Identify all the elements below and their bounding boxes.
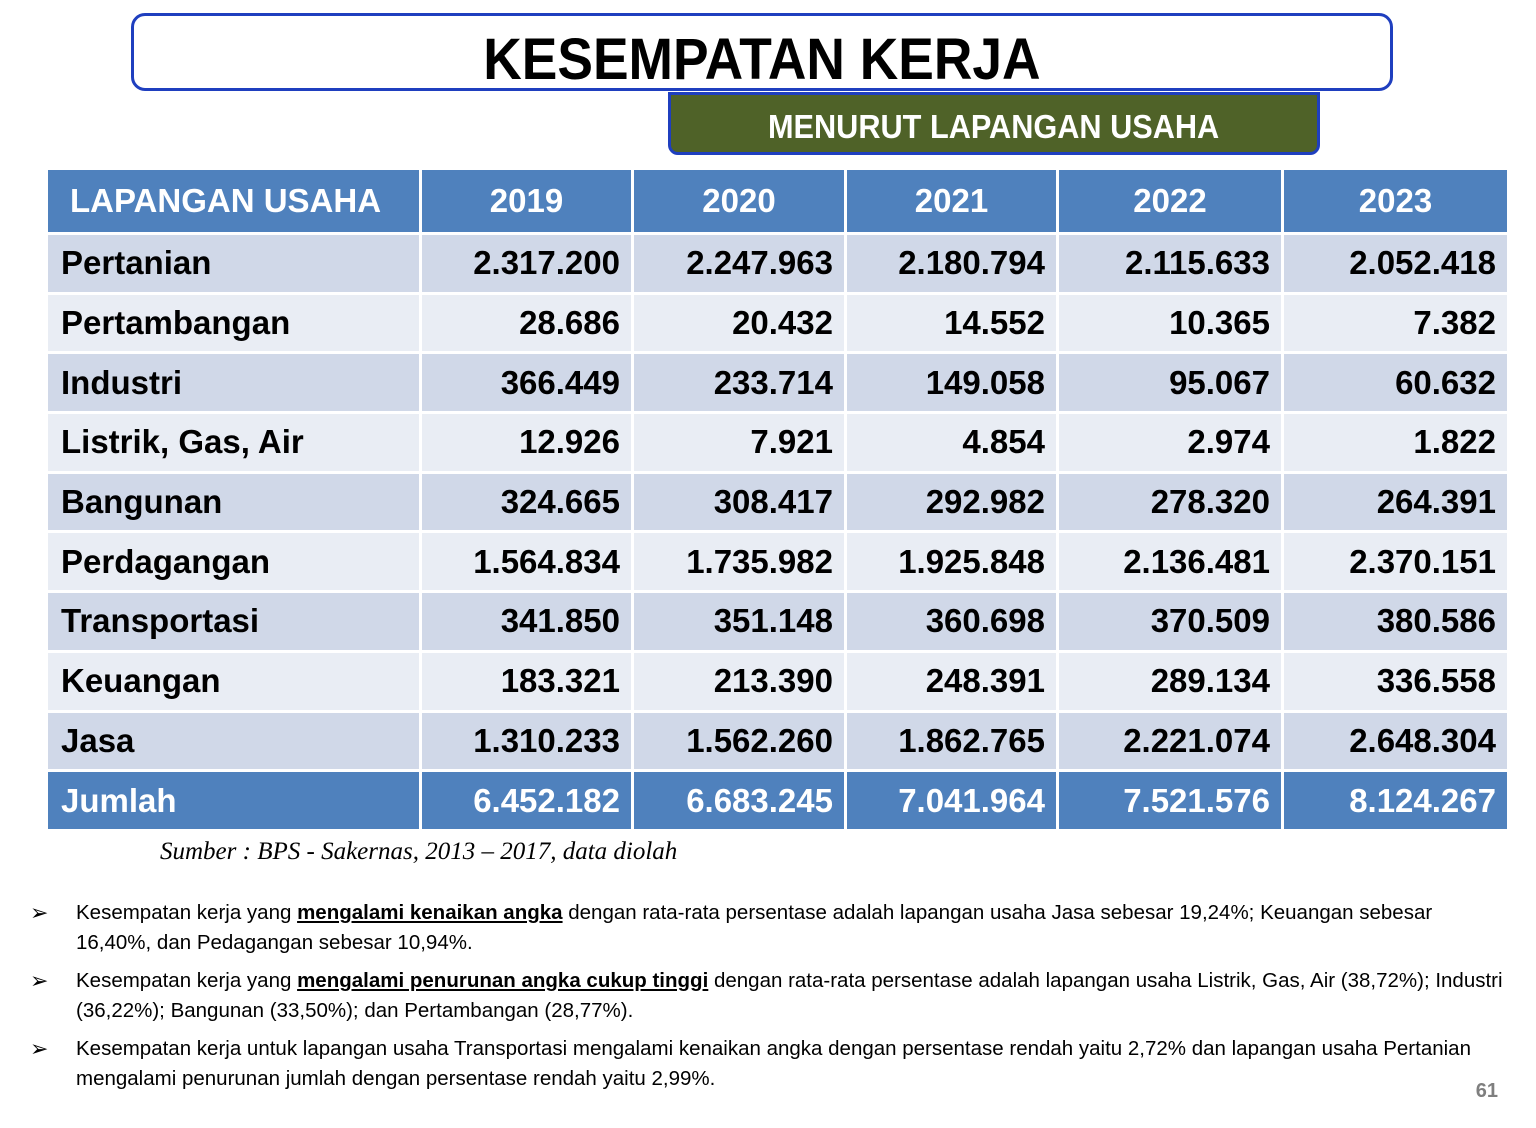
cell-value-2021: 2.180.794 xyxy=(846,234,1058,294)
bullet-item xyxy=(30,898,1510,958)
cell-value-2021: 1.925.848 xyxy=(846,532,1058,592)
cell-value-2019: 2.317.200 xyxy=(421,234,633,294)
header-2022: 2022 xyxy=(1058,169,1283,234)
cell-value-2019: 12.926 xyxy=(421,413,633,473)
row-label: Bangunan xyxy=(47,472,421,532)
table-row xyxy=(47,532,1509,592)
row-label: Pertanian xyxy=(47,234,421,294)
arrow-bullet-icon: ➢ xyxy=(30,968,49,993)
cell-value-2023: 2.370.151 xyxy=(1283,532,1509,592)
table-header-row xyxy=(47,169,1509,234)
total-label: Jumlah xyxy=(47,771,421,831)
cell-value-2020: 1.562.260 xyxy=(633,711,846,771)
header-2021: 2021 xyxy=(846,169,1058,234)
cell-value-2022: 278.320 xyxy=(1058,472,1283,532)
table-total-row xyxy=(47,771,1509,831)
row-label: Transportasi xyxy=(47,592,421,652)
bullet-item xyxy=(30,966,1510,1026)
table-row xyxy=(47,234,1509,294)
table-row xyxy=(47,651,1509,711)
bullet-text: Kesempatan kerja untuk lapangan usaha Transportasi mengalami kenaikan angka dengan persentase rendah yaitu 2,72% dan lapangan usaha Pertanian mengalami penurunan jumlah dengan persentase rendah yaitu 2,99%. xyxy=(76,1037,1471,1090)
cell-value-2020: 233.714 xyxy=(633,353,846,413)
subtitle-box xyxy=(668,92,1320,155)
employment-table xyxy=(45,167,1510,832)
header-2019: 2019 xyxy=(421,169,633,234)
cell-value-2021: 4.854 xyxy=(846,413,1058,473)
bullet-text: dengan rata-rata persentase adalah lapangan usaha Jasa sebesar 19,24%; Keuangan sebesar 16,40%, dan Pedagangan sebesar 10,94%. xyxy=(76,901,1433,954)
header-lapangan-usaha: LAPANGAN USAHA xyxy=(47,169,421,234)
page-subtitle: MENURUT LAPANGAN USAHA xyxy=(768,108,1220,145)
cell-value-2021: 1.862.765 xyxy=(846,711,1058,771)
cell-value-2021: 248.391 xyxy=(846,651,1058,711)
cell-value-2020: 2.247.963 xyxy=(633,234,846,294)
cell-value-2019: 1.310.233 xyxy=(421,711,633,771)
cell-value-2020: 351.148 xyxy=(633,592,846,652)
cell-value-2019: 324.665 xyxy=(421,472,633,532)
row-label: Pertambangan xyxy=(47,293,421,353)
cell-value-2022: 2.136.481 xyxy=(1058,532,1283,592)
cell-value-2023: 60.632 xyxy=(1283,353,1509,413)
cell-value-2023: 2.648.304 xyxy=(1283,711,1509,771)
row-label: Industri xyxy=(47,353,421,413)
cell-value-2019: 341.850 xyxy=(421,592,633,652)
cell-value-2022: 370.509 xyxy=(1058,592,1283,652)
row-label: Listrik, Gas, Air xyxy=(47,413,421,473)
total-value-2022: 7.521.576 xyxy=(1058,771,1283,831)
total-value-2023: 8.124.267 xyxy=(1283,771,1509,831)
total-value-2020: 6.683.245 xyxy=(633,771,846,831)
cell-value-2023: 264.391 xyxy=(1283,472,1509,532)
bullet-text: Kesempatan kerja yang xyxy=(76,901,298,924)
cell-value-2020: 308.417 xyxy=(633,472,846,532)
table-row xyxy=(47,293,1509,353)
row-label: Jasa xyxy=(47,711,421,771)
cell-value-2021: 149.058 xyxy=(846,353,1058,413)
title-box xyxy=(131,13,1393,91)
bullet-emphasis: mengalami penurunan angka cukup tinggi xyxy=(297,969,709,992)
cell-value-2021: 14.552 xyxy=(846,293,1058,353)
cell-value-2019: 1.564.834 xyxy=(421,532,633,592)
page-number: 61 xyxy=(1475,1080,1498,1102)
table-row xyxy=(47,353,1509,413)
cell-value-2021: 292.982 xyxy=(846,472,1058,532)
row-label: Keuangan xyxy=(47,651,421,711)
cell-value-2022: 95.067 xyxy=(1058,353,1283,413)
bullet-item xyxy=(30,1034,1510,1094)
bullet-emphasis: mengalami kenaikan angka xyxy=(297,901,563,924)
table-row xyxy=(47,592,1509,652)
table-row xyxy=(47,711,1509,771)
bullet-text: dengan rata-rata persentase adalah lapangan usaha Listrik, Gas, Air (38,72%); Industri (36,22%); Bangunan (33,50%); dan Pertambangan (28,77%). xyxy=(76,969,1503,1022)
cell-value-2022: 2.115.633 xyxy=(1058,234,1283,294)
cell-value-2019: 366.449 xyxy=(421,353,633,413)
bullet-list xyxy=(30,898,1510,1102)
cell-value-2020: 213.390 xyxy=(633,651,846,711)
cell-value-2023: 1.822 xyxy=(1283,413,1509,473)
table-row xyxy=(47,413,1509,473)
cell-value-2019: 183.321 xyxy=(421,651,633,711)
page-title: KESEMPATAN KERJA xyxy=(483,27,1041,92)
cell-value-2022: 2.974 xyxy=(1058,413,1283,473)
source-note: Sumber : BPS - Sakernas, 2013 – 2017, data diolah xyxy=(160,838,678,865)
table-body xyxy=(47,234,1509,831)
cell-value-2022: 289.134 xyxy=(1058,651,1283,711)
row-label: Perdagangan xyxy=(47,532,421,592)
cell-value-2023: 2.052.418 xyxy=(1283,234,1509,294)
cell-value-2020: 20.432 xyxy=(633,293,846,353)
total-value-2021: 7.041.964 xyxy=(846,771,1058,831)
cell-value-2019: 28.686 xyxy=(421,293,633,353)
arrow-bullet-icon: ➢ xyxy=(30,900,49,925)
cell-value-2021: 360.698 xyxy=(846,592,1058,652)
table-row xyxy=(47,472,1509,532)
arrow-bullet-icon: ➢ xyxy=(30,1036,49,1061)
cell-value-2022: 10.365 xyxy=(1058,293,1283,353)
cell-value-2020: 7.921 xyxy=(633,413,846,473)
bullet-text: Kesempatan kerja yang xyxy=(76,969,298,992)
cell-value-2020: 1.735.982 xyxy=(633,532,846,592)
cell-value-2023: 7.382 xyxy=(1283,293,1509,353)
cell-value-2023: 336.558 xyxy=(1283,651,1509,711)
header-2023: 2023 xyxy=(1283,169,1509,234)
header-2020: 2020 xyxy=(633,169,846,234)
total-value-2019: 6.452.182 xyxy=(421,771,633,831)
cell-value-2023: 380.586 xyxy=(1283,592,1509,652)
cell-value-2022: 2.221.074 xyxy=(1058,711,1283,771)
